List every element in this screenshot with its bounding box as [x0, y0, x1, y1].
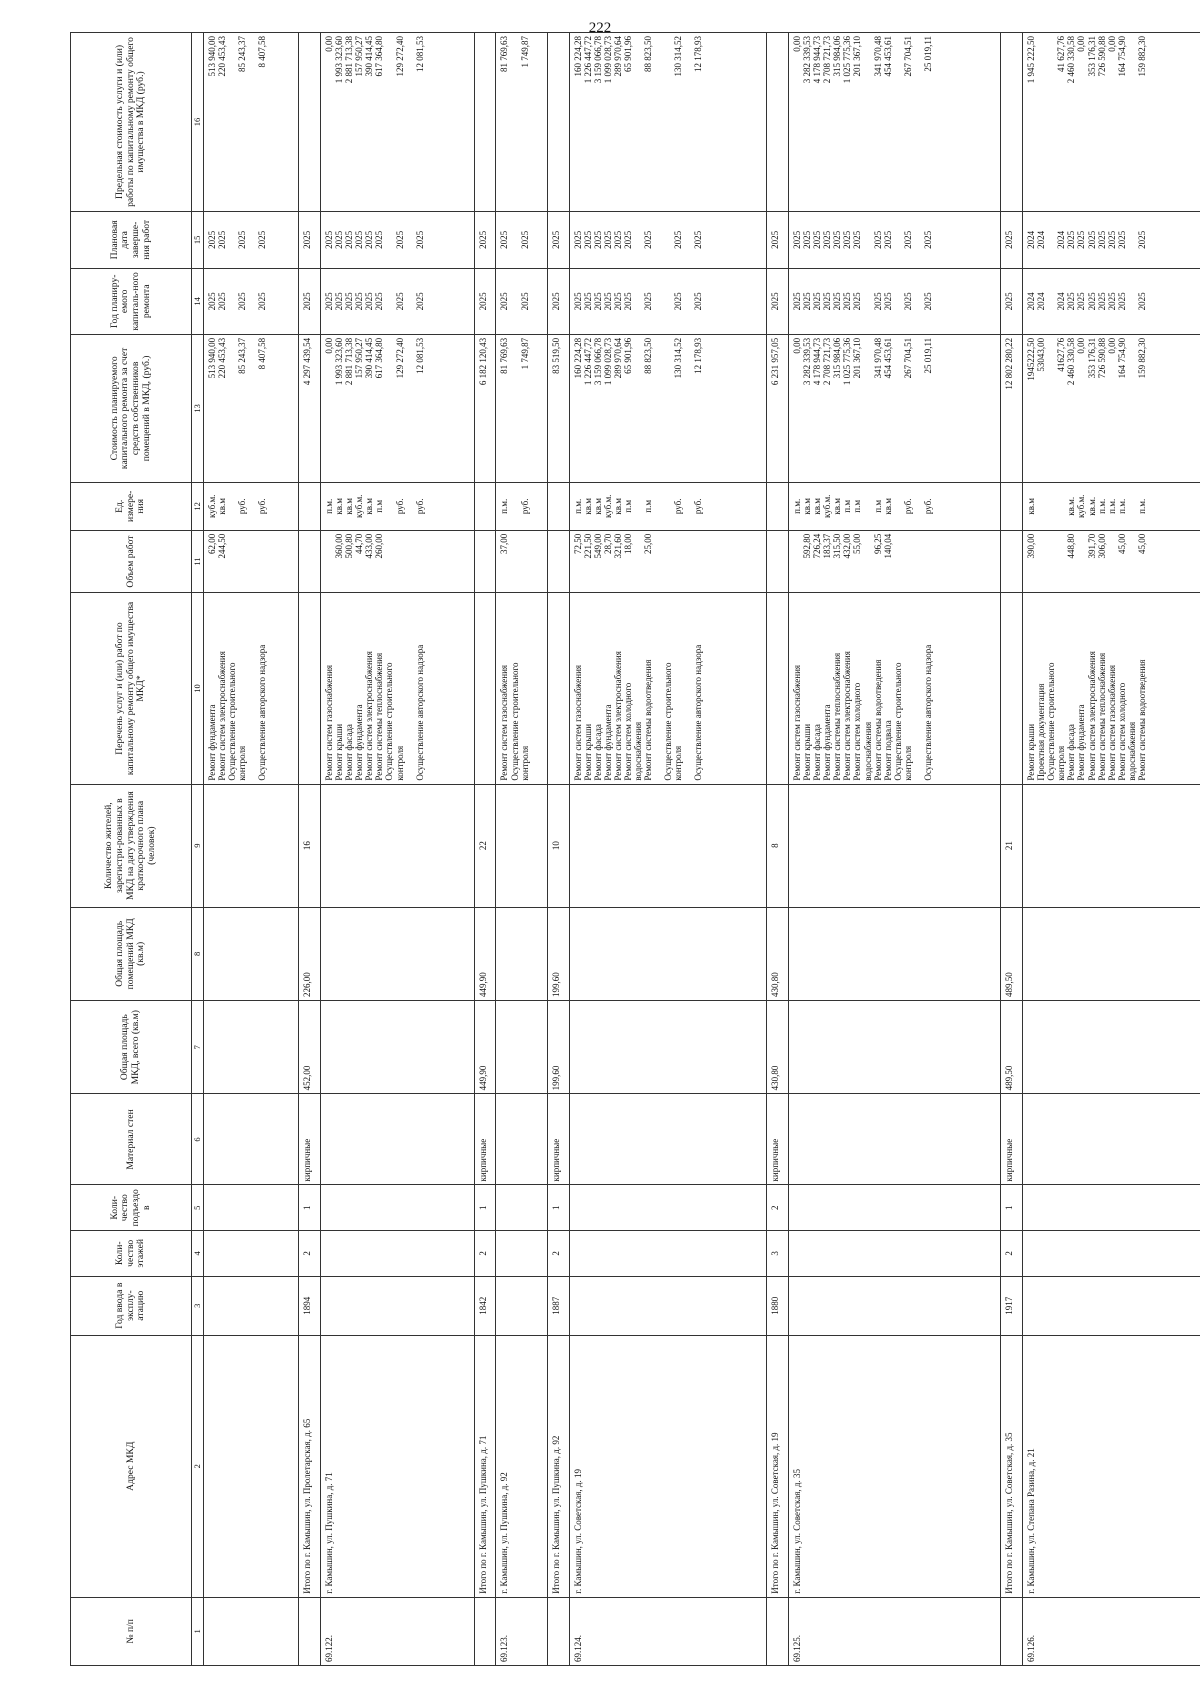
cell-year [320, 1276, 474, 1335]
cell-cost: 6 231 957,05 [767, 334, 789, 482]
column-number: 4 [192, 1231, 204, 1277]
cell-area [320, 907, 474, 1000]
cell-vol: 390,00 448,80 391,70 306,00 45,00 45,00 [1023, 530, 1200, 593]
cell-mat [204, 1094, 299, 1185]
cell-no: 69.122. [320, 1597, 474, 1665]
cell-no: 69.126. [1023, 1597, 1200, 1665]
cell-area [569, 907, 767, 1000]
cell-floors [788, 1231, 1000, 1277]
column-number: 9 [192, 784, 204, 907]
cell-lim [767, 33, 789, 212]
cell-cost: 12 802 280,22 [1001, 334, 1023, 482]
cell-unit: куб.м. кв.м руб. руб. [204, 482, 299, 530]
cell-entr [204, 1185, 299, 1231]
cell-entr: 2 [767, 1185, 789, 1231]
page-number: 222 [588, 20, 612, 36]
cell-no: 69.125. [788, 1597, 1000, 1665]
column-header: Коли-чество этажей [71, 1231, 192, 1277]
cell-lim: 0,00 3 282 339,53 4 178 944,73 2 708 721,73 315 984,06 1 025 775,36 201 367,10 341 970,48 454 453,61 267 704,51 25 019,11 [788, 33, 1000, 212]
cell-mat: кирпичные [1001, 1094, 1023, 1185]
cell-works [767, 593, 789, 784]
cell-total: 199,60 [547, 1001, 569, 1094]
cell-works [299, 593, 321, 784]
cell-area: 489,50 [1001, 907, 1023, 1000]
cell-unit [547, 482, 569, 530]
cell-vol [1001, 530, 1023, 593]
cell-floors [1023, 1231, 1200, 1277]
cell-year [569, 1276, 767, 1335]
cell-yr: 2025 2025 2025 2025 2025 2025 2025 2025 2025 [569, 268, 767, 334]
cell-end: 2025 [299, 211, 321, 268]
cell-addr: Итого по г. Камышин, ул. Пушкина, д. 92 [547, 1335, 569, 1597]
header-numbers-row [192, 33, 204, 1666]
cell-entr: 1 [299, 1185, 321, 1231]
cell-floors [204, 1231, 299, 1277]
cell-mat [788, 1094, 1000, 1185]
table-row [204, 33, 299, 1666]
cell-mat [320, 1094, 474, 1185]
cell-total [569, 1001, 767, 1094]
column-header: Плановая дата заверше-ния работ [71, 211, 192, 268]
column-header: Коли-чество подъездо в [71, 1185, 192, 1231]
cell-end: 2025 [547, 211, 569, 268]
cell-res [569, 784, 767, 907]
cell-total [496, 1001, 547, 1094]
cell-no [1001, 1597, 1023, 1665]
cell-mat: кирпичные [474, 1094, 496, 1185]
column-header: Адрес МКД [71, 1335, 192, 1597]
cell-works [1001, 593, 1023, 784]
cell-vol: 592,80 726,24 183,37 315,50 432,00 55,00 96,25 140,04 [788, 530, 1000, 593]
cell-floors: 2 [474, 1231, 496, 1277]
cell-lim: 1 945 222,50 41 627,76 2 460 330,58 0,00 353 176,31 726 590,88 0,00 164 754,90 159 882,30 [1023, 33, 1200, 212]
cell-works: Ремонт крыши Проектная документация Осуществление строительного контроля Ремонт фасада Ремонт фундамента Ремонт систем электроснабжения Ремонт системы теплоснабжения Ремонт систем газоснабжения Ремонт систем холодного водоснабжения Ремонт системы водоотведения [1023, 593, 1200, 784]
cell-vol: 37,00 [496, 530, 547, 593]
cell-end: 2025 2025 2025 2025 2025 2025 2025 2025 2025 [569, 211, 767, 268]
column-header: Год ввода в эксплу-атацию [71, 1276, 192, 1335]
column-number: 14 [192, 268, 204, 334]
cell-area: 199,60 [547, 907, 569, 1000]
cell-mat [569, 1094, 767, 1185]
column-header: Перечень услуг и (или) работ по капитальному ремонту общего имущества МКД* [71, 593, 192, 784]
cell-entr [320, 1185, 474, 1231]
cell-works [547, 593, 569, 784]
cell-res: 16 [299, 784, 321, 907]
cell-end: 2025 2025 [496, 211, 547, 268]
cell-lim: 81 769,63 1 749,87 [496, 33, 547, 212]
rotated-table-container [70, 32, 1200, 1666]
cell-year: 1887 [547, 1276, 569, 1335]
column-number: 13 [192, 334, 204, 482]
cell-works [474, 593, 496, 784]
cell-lim: 160 224,28 1 226 447,72 3 159 066,78 1 099 028,73 289 970,64 65 901,96 88 823,50 130 314,52 12 178,93 [569, 33, 767, 212]
column-number: 12 [192, 482, 204, 530]
cell-end: 2025 2025 2025 2025 2025 2025 2025 2025 [320, 211, 474, 268]
cell-lim [1001, 33, 1023, 212]
cell-area: 430,80 [767, 907, 789, 1000]
cell-no [204, 1597, 299, 1665]
cell-mat [496, 1094, 547, 1185]
column-number: 8 [192, 907, 204, 1000]
cell-floors [320, 1231, 474, 1277]
cell-res [788, 784, 1000, 907]
cell-yr: 2024 2024 2024 2025 2025 2025 2025 2025 2025 2025 [1023, 268, 1200, 334]
table-row [569, 33, 767, 1666]
cell-res [1023, 784, 1200, 907]
cell-yr: 2025 2025 2025 2025 [204, 268, 299, 334]
cell-unit: кв.м кв.м. куб.м. кв.м. п.м. п.м. п.м. п.м. [1023, 482, 1200, 530]
cell-area: 449,90 [474, 907, 496, 1000]
cell-res [496, 784, 547, 907]
cell-addr: Итого по г. Камышин, ул. Советская, д. 19 [767, 1335, 789, 1597]
cell-end: 2025 [1001, 211, 1023, 268]
cell-cost: 83 519,50 [547, 334, 569, 482]
cell-res: 10 [547, 784, 569, 907]
cell-works: Ремонт систем газоснабжения Осуществление строительного контроля [496, 593, 547, 784]
cell-area: 226,00 [299, 907, 321, 1000]
cell-total [788, 1001, 1000, 1094]
cell-year: 1880 [767, 1276, 789, 1335]
cell-year [788, 1276, 1000, 1335]
cell-yr: 2025 [474, 268, 496, 334]
table-body [204, 33, 1200, 1666]
table-row [767, 33, 789, 1666]
cell-yr: 2025 [767, 268, 789, 334]
column-header: Год планиру-емого капиталь-ного ремонта [71, 268, 192, 334]
cell-year: 1917 [1001, 1276, 1023, 1335]
cell-entr [788, 1185, 1000, 1231]
cell-addr: г. Камышин, ул. Советская, д. 35 [788, 1335, 1000, 1597]
cell-total: 430,80 [767, 1001, 789, 1094]
cell-area [204, 907, 299, 1000]
column-header: № п/п [71, 1597, 192, 1665]
cell-area [496, 907, 547, 1000]
cell-entr [569, 1185, 767, 1231]
cell-vol [767, 530, 789, 593]
cell-addr: г. Камышин, ул. Пушкина, д. 92 [496, 1335, 547, 1597]
column-number: 10 [192, 593, 204, 784]
cell-addr [204, 1335, 299, 1597]
cell-entr: 1 [547, 1185, 569, 1231]
cell-yr: 2025 2025 2025 2025 2025 2025 2025 2025 2025 2025 2025 [788, 268, 1000, 334]
table-row [496, 33, 547, 1666]
cell-end: 2025 2025 2025 2025 [204, 211, 299, 268]
cell-unit [1001, 482, 1023, 530]
cell-vol: 62,00 244,50 [204, 530, 299, 593]
cell-addr: г. Камышин, ул. Степана Разина, д. 21 [1023, 1335, 1200, 1597]
cell-cost: 513 940,00 220 453,43 85 243,37 8 407,58 [204, 334, 299, 482]
cell-addr: г. Камышин, ул. Советская, д. 19 [569, 1335, 767, 1597]
cell-no: 69.123. [496, 1597, 547, 1665]
cell-vol: 360,00 500,80 44,70 433,00 260,00 [320, 530, 474, 593]
cell-yr: 2025 [299, 268, 321, 334]
cell-unit: п.м. кв.м кв.м куб.м. кв.м п.м п.м п.м кв.м руб. руб. [788, 482, 1000, 530]
cell-lim [299, 33, 321, 212]
cell-no [299, 1597, 321, 1665]
cell-addr: Итого по г. Камышин, ул. Пролетарская, д. 65 [299, 1335, 321, 1597]
cell-no: 69.124. [569, 1597, 767, 1665]
cell-vol [474, 530, 496, 593]
cell-floors: 2 [547, 1231, 569, 1277]
cell-lim: 513 940,00 220 453,43 85 243,37 8 407,58 [204, 33, 299, 212]
cell-lim: 0,00 1 993 323,60 2 881 713,38 157 950,27 390 414,45 617 364,80 129 272,40 12 081,53 [320, 33, 474, 212]
cell-unit: п.м. кв.м кв.м куб.м. кв.м п.м руб. руб. [320, 482, 474, 530]
cell-yr: 2025 2025 [496, 268, 547, 334]
cell-res: 22 [474, 784, 496, 907]
cell-no [547, 1597, 569, 1665]
header-row [71, 33, 192, 1666]
cell-end: 2025 [767, 211, 789, 268]
cell-works: Ремонт фундамента Ремонт систем электроснабжения Осуществление строительного контроля Осуществление авторского надзора [204, 593, 299, 784]
column-header: Стоимость планируемого капитального ремонта за счет средств собственников помещений в МКД, (руб.) [71, 334, 192, 482]
cell-yr: 2025 2025 2025 2025 2025 2025 2025 2025 [320, 268, 474, 334]
cell-cost: 6 182 120,43 [474, 334, 496, 482]
cell-res [204, 784, 299, 907]
cell-cost: 0,00 3 282 339,53 4 178 944,73 2 708 721,73 315 984,06 1 025 775,36 201 367,10 341 970,48 454 453,61 267 704,51 25 019,11 [788, 334, 1000, 482]
cell-entr: 1 [474, 1185, 496, 1231]
cell-end: 2024 2024 2024 2025 2025 2025 2025 2025 2025 2025 [1023, 211, 1200, 268]
cell-vol: 72,50 221,50 549,00 28,70 321,60 18,00 25,00 [569, 530, 767, 593]
cell-year [496, 1276, 547, 1335]
cell-works: Ремонт систем газоснабжения Ремонт крыши Ремонт фасада Ремонт фундамента Ремонт системы теплоснабжения Ремонт систем электроснабжения Ремонт систем холодного водоснабжения Ремонт системы водоотведения Ремонт подвала Осуществление строительного контроля Осуществление авторского надзора [788, 593, 1000, 784]
cell-total [1023, 1001, 1200, 1094]
cell-mat: кирпичные [547, 1094, 569, 1185]
cell-total: 489,50 [1001, 1001, 1023, 1094]
cell-addr: г. Камышин, ул. Пушкина, д. 71 [320, 1335, 474, 1597]
cell-year [204, 1276, 299, 1335]
table-row [1001, 33, 1023, 1666]
column-number: 5 [192, 1185, 204, 1231]
cell-cost: 160 224,28 1 226 447,72 3 159 066,78 1 099 028,73 289 970,64 65 901,96 88 823,50 130 314,52 12 178,93 [569, 334, 767, 482]
cell-floors: 2 [299, 1231, 321, 1277]
cell-vol [299, 530, 321, 593]
column-number: 7 [192, 1001, 204, 1094]
column-header: Объем работ [71, 530, 192, 593]
cell-mat [1023, 1094, 1200, 1185]
cell-mat: кирпичные [767, 1094, 789, 1185]
table-row [320, 33, 474, 1666]
cell-works: Ремонт систем газоснабжения Ремонт крыши Ремонт фасада Ремонт фундамента Ремонт систем электроснабжения Ремонт системы теплоснабжения Осуществление строительного контроля Осуществление авторского надзора [320, 593, 474, 784]
cell-yr: 2025 [547, 268, 569, 334]
column-number: 16 [192, 33, 204, 212]
cell-addr: Итого по г. Камышин, ул. Советская, д. 35 [1001, 1335, 1023, 1597]
cell-total: 449,90 [474, 1001, 496, 1094]
cell-year: 1894 [299, 1276, 321, 1335]
cell-end: 2025 [474, 211, 496, 268]
cell-addr: Итого по г. Камышин, ул. Пушкина, д. 71 [474, 1335, 496, 1597]
table-row [547, 33, 569, 1666]
cell-lim [474, 33, 496, 212]
column-header: Количество жителей, зарегистри-рованных в МКД на дату утверждения краткосрочного плана (человек) [71, 784, 192, 907]
cell-total [204, 1001, 299, 1094]
cell-area [1023, 907, 1200, 1000]
cell-no [767, 1597, 789, 1665]
column-number: 15 [192, 211, 204, 268]
cell-mat: кирпичные [299, 1094, 321, 1185]
cell-res: 8 [767, 784, 789, 907]
cell-floors: 2 [1001, 1231, 1023, 1277]
cell-cost: 81 769,63 1 749,87 [496, 334, 547, 482]
cell-cost: 4 297 439,54 [299, 334, 321, 482]
cell-floors: 3 [767, 1231, 789, 1277]
column-header: Материал стен [71, 1094, 192, 1185]
cell-floors [496, 1231, 547, 1277]
table-row [1023, 33, 1200, 1666]
column-number: 2 [192, 1335, 204, 1597]
cell-entr [1023, 1185, 1200, 1231]
cell-unit [474, 482, 496, 530]
cell-unit [299, 482, 321, 530]
cell-total [320, 1001, 474, 1094]
column-number: 6 [192, 1094, 204, 1185]
cell-res [320, 784, 474, 907]
cell-cost: 1945222,50 53043,00 41627,76 2 460 330,58 0,00 353 176,31 726 590,88 0,00 164 754,90 159 882,30 [1023, 334, 1200, 482]
cell-total: 452,00 [299, 1001, 321, 1094]
cell-vol [547, 530, 569, 593]
table-row [299, 33, 321, 1666]
cell-unit [767, 482, 789, 530]
column-header: Ед. измере-ния [71, 482, 192, 530]
cell-cost: 0,00 1 993 323,60 2 881 713,38 157 950,27 390 414,45 617 364,80 129 272,40 12 081,53 [320, 334, 474, 482]
column-header: Предельная стоимость услуги и (или) работы по капитальному ремонту общего имущества в МКД (руб.) [71, 33, 192, 212]
cell-no [474, 1597, 496, 1665]
table-row [474, 33, 496, 1666]
table-row [788, 33, 1000, 1666]
column-header: Общая площадь МКД, всего (кв.м) [71, 1001, 192, 1094]
column-header: Общая площадь помещений МКД (кв.м) [71, 907, 192, 1000]
capital-repair-table [70, 32, 1200, 1666]
cell-unit: п.м. кв.м кв.м куб.м. кв.м п.м п.м руб. руб. [569, 482, 767, 530]
cell-year [1023, 1276, 1200, 1335]
cell-res: 21 [1001, 784, 1023, 907]
column-number: 3 [192, 1276, 204, 1335]
cell-end: 2025 2025 2025 2025 2025 2025 2025 2025 2025 2025 2025 [788, 211, 1000, 268]
cell-lim [547, 33, 569, 212]
cell-works: Ремонт систем газоснабжения Ремонт крыши Ремонт фасада Ремонт фундамента Ремонт систем электроснабжения Ремонт систем холодного водоснабжения Ремонт системы водоотведения Осуществление строительного контроля Осуществление авторского надзора [569, 593, 767, 784]
column-number: 1 [192, 1597, 204, 1665]
cell-area [788, 907, 1000, 1000]
cell-year: 1842 [474, 1276, 496, 1335]
cell-entr [496, 1185, 547, 1231]
cell-entr: 1 [1001, 1185, 1023, 1231]
column-number: 11 [192, 530, 204, 593]
cell-yr: 2025 [1001, 268, 1023, 334]
cell-floors [569, 1231, 767, 1277]
cell-unit: п.м. руб. [496, 482, 547, 530]
